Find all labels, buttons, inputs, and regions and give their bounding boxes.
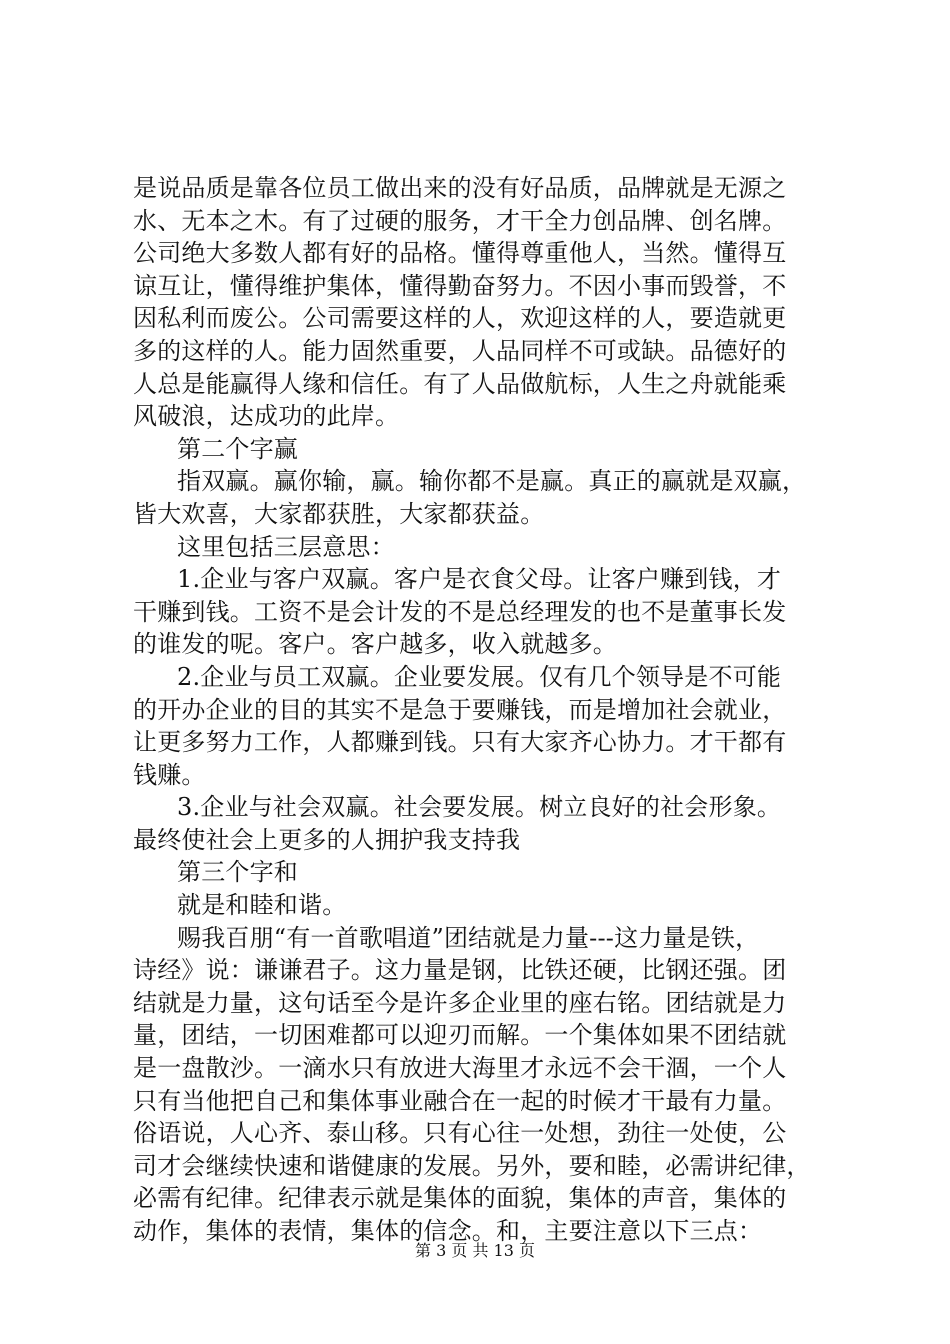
text-line: 2.企业与员工双赢。企业要发展。仅有几个领导是不可能 <box>177 662 782 691</box>
text-line: 第二个字赢 <box>177 434 298 463</box>
text-line: 1.企业与客户双赢。客户是衣食父母。让客户赚到钱，才 <box>177 565 782 594</box>
text-line: 人总是能赢得人缘和信任。有了人品做航标，人生之舟就能乘 <box>133 369 787 398</box>
text-line: 诗经》说：谦谦君子。这力量是钢，比铁还硬，比钢还强。团 <box>133 956 787 985</box>
text-line: 只有当他把自己和集体事业融合在一起的时候才干最有力量。 <box>133 1086 787 1115</box>
text-line: 干赚到钱。工资不是会计发的不是总经理发的也不是董事长发 <box>133 597 787 626</box>
text-line: 这里包括三层意思： <box>177 532 395 561</box>
text-line: 多的这样的人。能力固然重要，人品同样不可或缺。品德好的 <box>133 336 787 365</box>
text-line: 钱赚。 <box>133 760 206 789</box>
text-line: 谅互让，懂得维护集体，懂得勤奋努力。不因小事而毁誉，不 <box>133 271 787 300</box>
text-line: 最终使社会上更多的人拥护我支持我 <box>133 825 521 854</box>
text-line: 指双赢。赢你输，赢。输你都不是赢。真正的赢就是双赢， <box>177 467 807 496</box>
text-line: 第三个字和 <box>177 858 298 887</box>
text-line: 就是和睦和谐。 <box>177 891 347 920</box>
document-body <box>133 172 833 1248</box>
page-footer: 第 3 页 共 13 页 <box>415 1241 535 1260</box>
text-line: 的谁发的呢。客户。客户越多，收入就越多。 <box>133 630 617 659</box>
text-line: 是一盘散沙。一滴水只有放进大海里才永远不会干涸，一个人 <box>133 1054 787 1083</box>
text-line: 公司绝大多数人都有好的品格。懂得尊重他人，当然。懂得互 <box>133 239 787 268</box>
text-line: 必需有纪律。纪律表示就是集体的面貌，集体的声音，集体的 <box>133 1184 787 1213</box>
text-line: 量，团结，一切困难都可以迎刃而解。一个集体如果不团结就 <box>133 1021 787 1050</box>
text-line: 的开办企业的目的其实不是急于要赚钱，而是增加社会就业， <box>133 695 787 724</box>
text-line: 司才会继续快速和谐健康的发展。另外，要和睦，必需讲纪律， <box>133 1151 811 1180</box>
text-line: 动作，集体的表情，集体的信念。和，主要注意以下三点： <box>133 1217 763 1245</box>
text-line: 皆大欢喜，大家都获胜，大家都获益。 <box>133 499 545 528</box>
text-line: 因私利而废公。公司需要这样的人，欢迎这样的人，要造就更 <box>133 304 787 333</box>
text-line: 结就是力量，这句话至今是许多企业里的座右铭。团结就是力 <box>133 988 787 1017</box>
text-line: 赐我百朋“有一首歌唱道”团结就是力量---这力量是铁， <box>177 923 760 952</box>
text-line: 是说品质是靠各位员工做出来的没有好品质，品牌就是无源之 <box>133 174 787 202</box>
text-line: 让更多努力工作，人都赚到钱。只有大家齐心协力。才干都有 <box>133 728 787 757</box>
text-line: 风破浪，达成功的此岸。 <box>133 402 400 431</box>
text-line: 3.企业与社会双赢。社会要发展。树立良好的社会形象。 <box>177 793 782 822</box>
text-line: 俗语说，人心齐、泰山移。只有心往一处想，劲往一处使，公 <box>133 1119 787 1148</box>
text-line: 水、无本之木。有了过硬的服务，才干全力创品牌、创名牌。 <box>133 206 787 235</box>
